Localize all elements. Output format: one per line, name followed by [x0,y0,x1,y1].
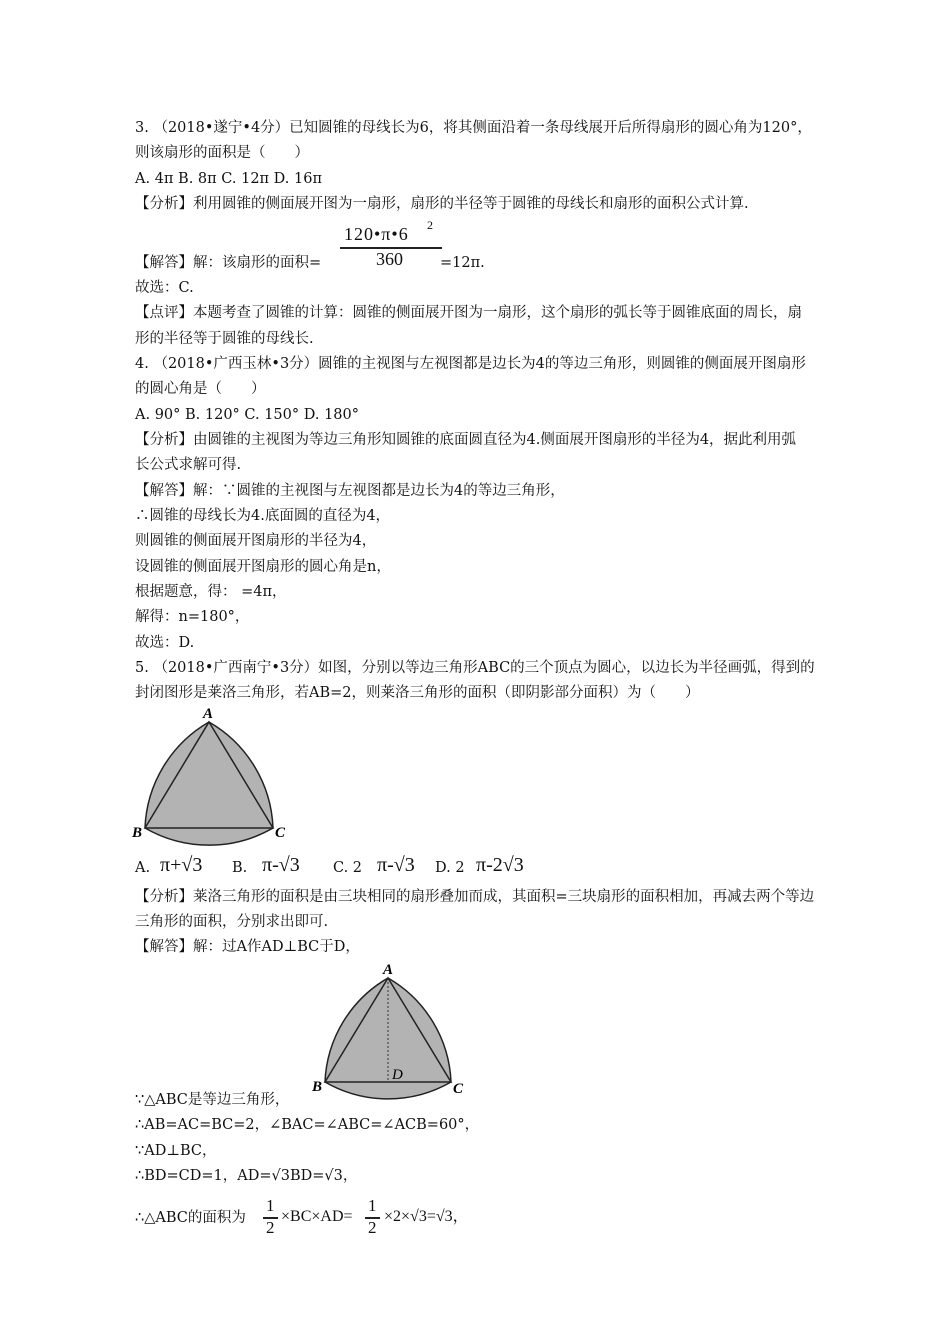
q5-solution5: ∴BD=CD=1，AD=√3BD=√3， [135,1168,358,1184]
q4-line1: 4. （2018•广西玉林•3分）圆锥的主视图与左视图都是边长为4的等边三角形，则圆锥的侧面展开图扇形 [135,356,806,372]
label-c: C [275,825,286,841]
label-c-2: C [453,1081,464,1097]
reuleaux-figure-1 [128,702,298,847]
half-num-1: 1 [266,1196,275,1215]
q3-line1: 3. （2018•遂宁•4分）已知圆锥的母线长为6，将其侧面沿着一条母线展开后所得扇形的圆心角为120°， [135,120,812,136]
q3-frac-numerator: 120•π•6 [344,224,409,244]
half-fraction-2 [364,1196,382,1240]
q4-analysis2: 长公式求解可得. [135,457,242,473]
half-den-2: 2 [368,1218,377,1237]
q4-solution2: ∴圆锥的母线长为4.底面圆的直径为4， [135,508,391,524]
q5-solution6-mid1: ×BC×AD= [281,1208,353,1225]
q4-analysis1: 【分析】由圆锥的主视图为等边三角形知圆锥的底面圆直径为4.侧面展开图扇形的半径为4，据此利用弧 [135,432,797,448]
label-a: A [203,706,214,722]
half-fraction-1 [262,1196,280,1240]
q4-line2: 的圆心角是（ ） [135,381,266,397]
q5-option-b-label: B. [232,860,248,876]
q5-solution2: ∵△ABC是等边三角形， [135,1092,290,1108]
q5-analysis2: 三角形的面积，分别求出即可. [135,914,329,930]
half-den-1: 2 [266,1218,275,1237]
q3-comment2: 形的半径等于圆锥的母线长. [135,331,314,347]
q3-frac-exponent: 2 [427,218,433,232]
label-a-2: A [383,962,394,978]
q5-option-d-expr: π-2√3 [476,854,524,876]
label-b-2: B [312,1079,323,1095]
q5-solution6-mid2: ×2×√3=√3， [384,1208,469,1225]
q5-option-a-expr: π+√3 [160,854,203,876]
q5-option-c-expr: π-√3 [377,854,415,876]
label-b: B [132,825,143,841]
q5-option-c-label: C. 2 [333,860,363,876]
half-num-2: 1 [368,1196,377,1215]
q3-options: A. 4π B. 8π C. 12π D. 16π [135,171,322,187]
q4-options: A. 90° B. 120° C. 150° D. 180° [135,407,359,423]
label-d: D [392,1067,403,1083]
q5-solution4: ∵AD⊥BC， [135,1143,217,1159]
q5-solution6-prefix: ∴△ABC的面积为 [135,1210,246,1226]
reuleaux-shape [145,722,273,845]
q3-comment1: 【点评】本题考查了圆锥的计算：圆锥的侧面展开图为一扇形，这个扇形的弧长等于圆锥底面的周长，扇 [135,305,802,321]
q4-choice: 故选：D. [135,635,195,651]
q5-option-a-label: A. [135,860,151,876]
q5-analysis1: 【分析】莱洛三角形的面积是由三块相同的扇形叠加而成，其面积=三块扇形的面积相加，再减去两个等边 [135,889,815,905]
q5-line1: 5. （2018•广西南宁•3分）如图，分别以等边三角形ABC的三个顶点为圆心，以边长为半径画弧，得到的 [135,660,815,676]
q3-fraction [340,220,450,270]
q3-answer-prefix: 【解答】解：该扇形的面积= [135,255,322,271]
q4-solution1: 【解答】解：∵圆锥的主视图与左视图都是边长为4的等边三角形， [135,483,565,499]
q5-solution1: 【解答】解：过A作AD⊥BC于D， [135,939,360,955]
q3-choice: 故选：C. [135,280,194,296]
reuleaux-figure-2 [310,958,480,1103]
q5-solution3: ∴AB=AC=BC=2，∠BAC=∠ABC=∠ACB=60°， [135,1117,480,1133]
q4-solution3: 则圆锥的侧面展开图扇形的半径为4， [135,533,377,549]
q3-analysis: 【分析】利用圆锥的侧面展开图为一扇形，扇形的半径等于圆锥的母线长和扇形的面积公式计算. [135,196,749,212]
q4-solution5: 根据题意，得： =4π， [135,584,287,600]
q5-option-d-label: D. 2 [435,860,465,876]
q3-line2: 则该扇形的面积是（ ） [135,145,309,161]
q4-solution6: 解得：n=180°， [135,609,250,625]
q5-line2: 封闭图形是莱洛三角形，若AB=2，则莱洛三角形的面积（即阴影部分面积）为（ ） [135,685,700,701]
q5-option-b-expr: π-√3 [262,854,300,876]
q3-frac-denominator: 360 [376,249,403,269]
q3-answer-suffix: =12π. [440,255,485,271]
q4-solution4: 设圆锥的侧面展开图扇形的圆心角是n， [135,559,391,575]
